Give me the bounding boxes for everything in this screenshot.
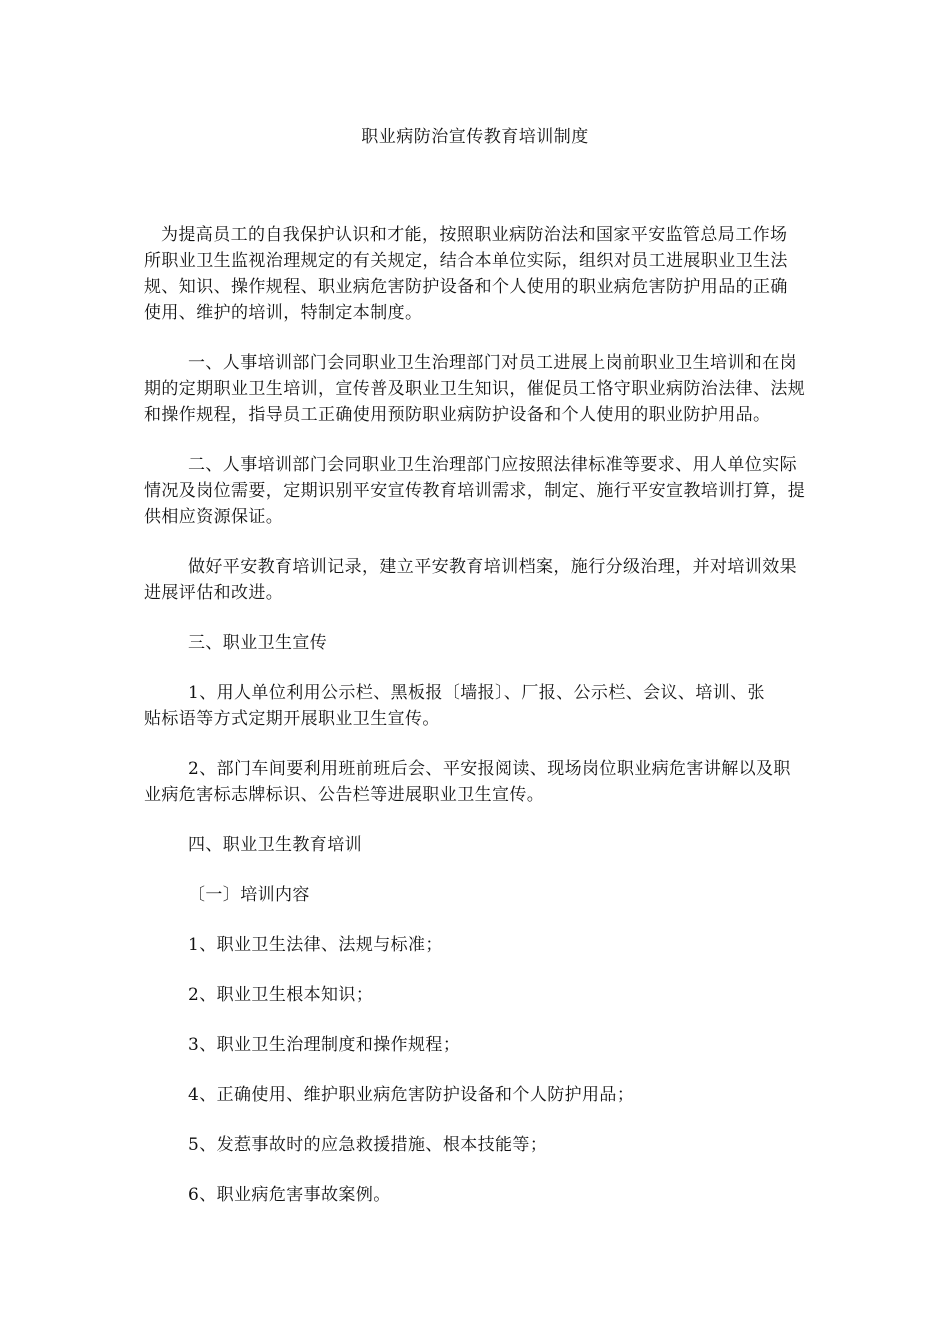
section-four-heading: 四、职业卫生教育培训 — [188, 835, 362, 855]
section-three-heading: 三、职业卫生宣传 — [188, 633, 328, 653]
training-record-paragraph: 做好平安教育培训记录，建立平安教育培训档案，施行分级治理，并对培训效果进展评估和改进。 — [144, 557, 797, 603]
training-content-item-5: 5、发惹事故时的应急救援措施、根本技能等； — [188, 1135, 548, 1155]
section-one-paragraph: 一、人事培训部门会同职业卫生治理部门对员工进展上岗前职业卫生培训和在岗期的定期职业卫生培训，宣传普及职业卫生知识，催促员工恪守职业病防治法律、法规和操作规程，指导员工正确使用预防职业病防护设备和个人使用的职业防护用品。 — [144, 353, 806, 425]
publicity-item-1: 1、用人单位利用公示栏、黑板报〔墙报〕、厂报、公示栏、会议、培训、张贴标语等方式定期开展职业卫生宣传。 — [144, 683, 765, 729]
section-two-paragraph: 二、人事培训部门会同职业卫生治理部门应按照法律标准等要求、用人单位实际情况及岗位需要，定期识别平安宣传教育培训需求，制定、施行平安宣教培训打算，提供相应资源保证。 — [144, 455, 806, 527]
training-content-heading: 〔一〕培训内容 — [188, 885, 310, 905]
document-body — [144, 222, 806, 1232]
training-content-item-6: 6、职业病危害事故案例。 — [188, 1185, 391, 1205]
publicity-item-2: 2、部门车间要利用班前班后会、平安报阅读、现场岗位职业病危害讲解以及职业病危害标志牌标识、公告栏等进展职业卫生宣传。 — [144, 759, 791, 805]
training-content-item-2: 2、职业卫生根本知识； — [188, 985, 374, 1005]
training-content-item-3: 3、职业卫生治理制度和操作规程； — [188, 1035, 461, 1055]
training-content-item-1: 1、职业卫生法律、法规与标准； — [188, 935, 443, 955]
document-title: 职业病防治宣传教育培训制度 — [361, 127, 589, 147]
intro-paragraph: 为提高员工的自我保护认识和才能，按照职业病防治法和国家平安监管总局工作场所职业卫生监视治理规定的有关规定，结合本单位实际，组织对员工进展职业卫生法规、知识、操作规程、职业病危害防护设备和个人使用的职业病危害防护用品的正确使用、维护的培训，特制定本制度。 — [144, 225, 788, 323]
training-content-item-4: 4、正确使用、维护职业病危害防护设备和个人防护用品； — [188, 1085, 635, 1105]
